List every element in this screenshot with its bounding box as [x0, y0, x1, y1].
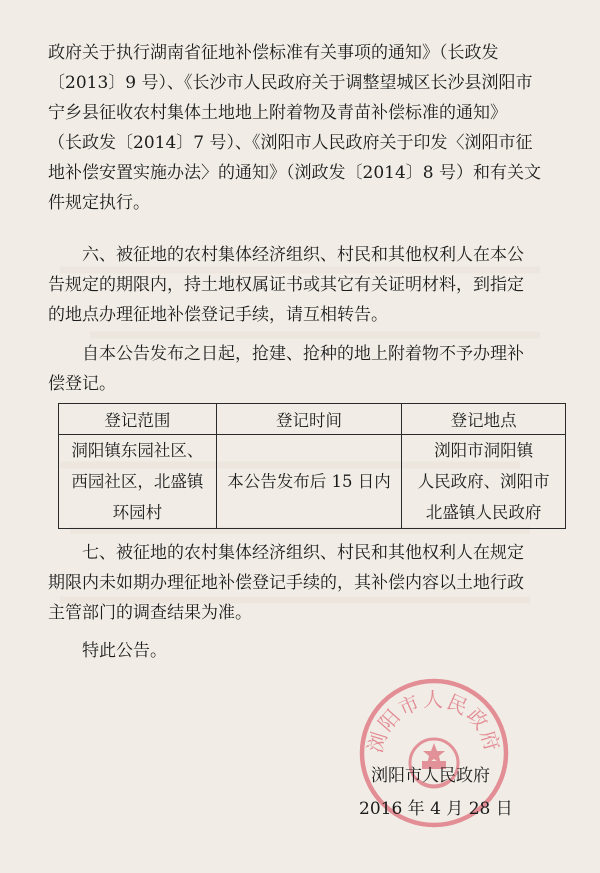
text-line: 政府关于执行湖南省征地补偿标准有关事项的通知》（长政发 — [48, 43, 499, 63]
header-scope: 登记范围 — [59, 404, 217, 435]
place-line: 北盛镇人民政府 — [425, 503, 542, 522]
text-line: 〔2013〕9 号）、《长沙市人民政府关于调整望城区长沙县浏阳市 — [48, 73, 533, 93]
closing-text: 特此公告。 — [82, 641, 167, 661]
scope-line: 西园社区，北盛镇 — [71, 472, 204, 491]
text-line: 期限内未如期办理征地补偿登记手续的，其补偿内容以土地行政 — [48, 573, 524, 593]
text-line: 件规定执行。 — [48, 193, 150, 213]
issuer-name: 浏阳市人民政府 — [371, 766, 490, 786]
text-line: 主管部门的调查结果为准。 — [48, 603, 252, 623]
text-line: 地补偿安置实施办法〉的通知》（浏政发〔2014〕8 号）和有关文 — [48, 163, 541, 183]
scope-line: 洞阳镇东园社区、 — [71, 441, 204, 460]
text-line: 自本公告发布之日起，抢建、抢种的地上附着物不予办理补 — [82, 344, 524, 364]
header-time: 登记时间 — [216, 404, 401, 435]
place-line: 人民政府、浏阳市 — [417, 472, 550, 491]
cell-time — [216, 435, 401, 529]
paragraph-no-new-construction — [48, 339, 568, 399]
seal-text: 浏阳市人民政府 — [362, 687, 506, 756]
time-line: 本公告发布后 15 日内 — [227, 472, 391, 491]
text-line: 偿登记。 — [48, 374, 116, 394]
text-line: 的地点办理征地补偿登记手续，请互相转告。 — [48, 305, 388, 325]
table-header-row — [59, 404, 566, 435]
cell-scope — [59, 435, 217, 529]
text-line: 七、被征地的农村集体经济组织、村民和其他权利人在规定 — [82, 543, 524, 563]
text-line: 六、被征地的农村集体经济组织、村民和其他权利人在本公 — [82, 245, 524, 265]
place-line: 浏阳市洞阳镇 — [434, 441, 534, 460]
scope-line: 环园村 — [112, 503, 163, 522]
text-line: 告规定的期限内，持土地权属证书或其它有关证明材料，到指定 — [48, 275, 524, 295]
paragraph-closing — [48, 636, 568, 666]
table-row — [59, 435, 566, 529]
header-place: 登记地点 — [402, 404, 566, 435]
cell-place — [402, 435, 566, 529]
text-line: 宁乡县征收农村集体土地地上附着物及青苗补偿标准的通知》 — [48, 103, 507, 123]
paragraph-item-seven — [48, 538, 568, 628]
registration-table — [58, 403, 566, 529]
issue-date: 2016 年 4 月 28 日 — [359, 799, 513, 819]
paragraph-item-six — [48, 240, 568, 330]
text-line: （长政发〔2014〕7 号）、《浏阳市人民政府关于印发〈浏阳市征 — [48, 133, 533, 153]
paragraph-legal-basis — [48, 38, 568, 218]
